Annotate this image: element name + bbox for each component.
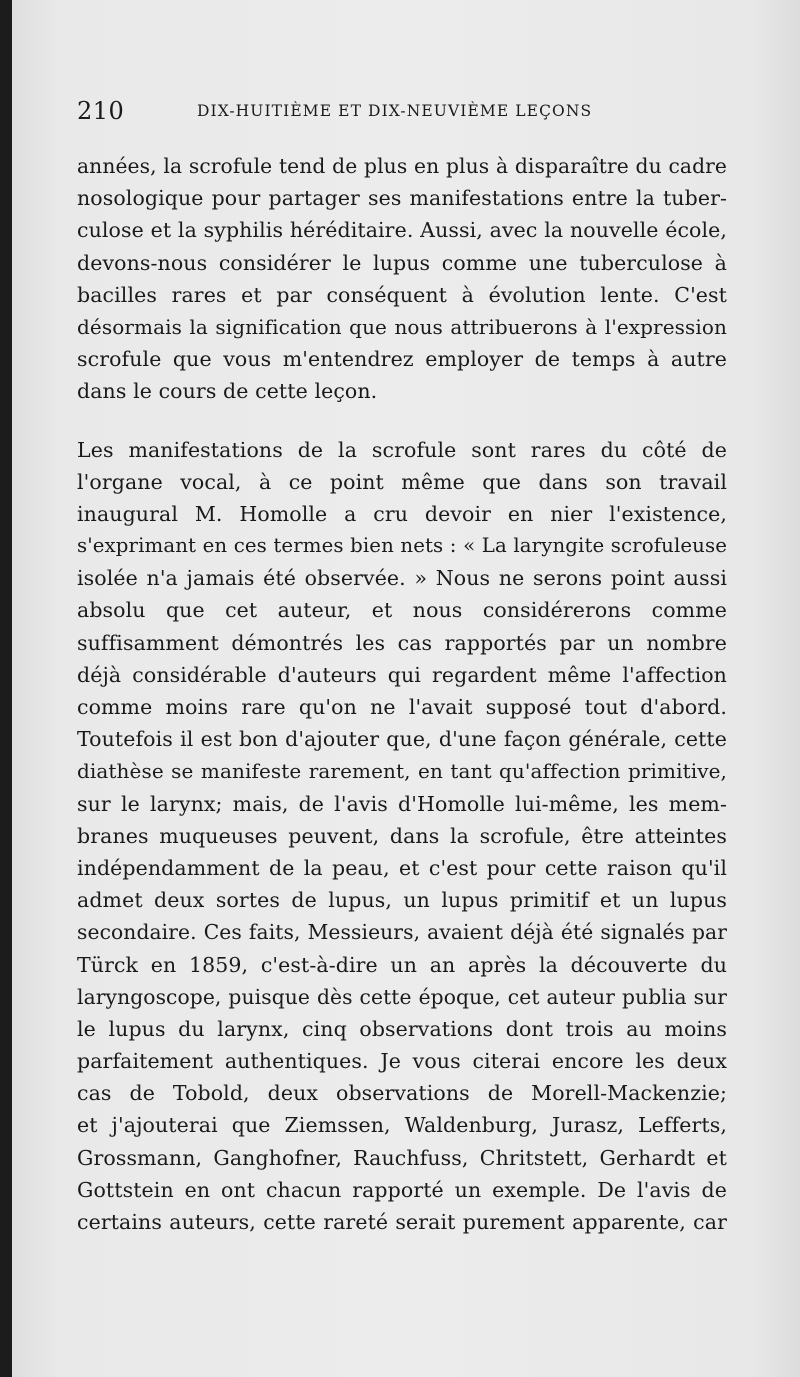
text-line: branes muqueuses peuvent, dans la scrofule, être atteintes <box>77 823 727 848</box>
text-line: et j'ajouterai que Ziemssen, Waldenburg, Jurasz, Lefferts, <box>77 1113 727 1138</box>
text-line: nosologique pour partager ses manifestations entre la tuber- <box>77 186 727 211</box>
text-line: sur le larynx; mais, de l'avis d'Homolle lui-même, les mem- <box>77 791 727 816</box>
text-line: Toutefois il est bon d'ajouter que, d'une façon générale, cette <box>77 727 727 752</box>
text-line: scrofule que vous m'entendrez employer de temps à autre <box>77 347 727 372</box>
text-line: comme moins rare qu'on ne l'avait supposé tout d'abord. <box>77 695 727 719</box>
text-line: l'organe vocal, à ce point même que dans son travail <box>77 469 727 494</box>
text-line: laryngoscope, puisque dès cette époque, cet auteur publia sur <box>77 984 727 1009</box>
text-line: isolée n'a jamais été observée. » Nous ne serons point aussi <box>77 566 727 591</box>
paragraph-2 <box>77 434 727 1239</box>
text-line: secondaire. Ces faits, Messieurs, avaient déjà été signalés par <box>77 920 727 945</box>
page-header <box>77 95 727 131</box>
text-line: indépendamment de la peau, et c'est pour cette raison qu'il <box>77 855 727 880</box>
paragraph-1 <box>77 150 727 408</box>
text-line: dans le cours de cette leçon. <box>77 379 378 404</box>
text-line: bacilles rares et par conséquent à évolution lente. C'est <box>77 282 727 307</box>
book-page <box>12 0 800 1377</box>
text-line: cas de Tobold, deux observations de Morell-Mackenzie; <box>77 1081 727 1106</box>
text-line: Les manifestations de la scrofule sont rares du côté de <box>77 437 727 462</box>
text-line: inaugural M. Homolle a cru devoir en nier l'existence, <box>77 501 727 526</box>
text-line: Türck en 1859, c'est-à-dire un an après la découverte du <box>77 952 727 977</box>
text-line: déjà considérable d'auteurs qui regardent même l'affection <box>77 662 727 687</box>
text-line: parfaitement authentiques. Je vous citerai encore les deux <box>77 1049 727 1074</box>
text-line: certains auteurs, cette rareté serait purement apparente, car <box>77 1210 727 1234</box>
text-line: culose et la syphilis héréditaire. Aussi, avec la nouvelle école, <box>77 218 727 243</box>
text-line: années, la scrofule tend de plus en plus à disparaître du cadre <box>77 154 727 178</box>
running-title: DIX-HUITIÈME ET DIX-NEUVIÈME LEÇONS <box>197 102 593 120</box>
text-line: devons-nous considérer le lupus comme une tuberculose à <box>77 250 727 275</box>
text-line: s'exprimant en ces termes bien nets : « La laryngite scrofuleuse <box>77 534 727 558</box>
text-line: Gottstein en ont chacun rapporté un exemple. De l'avis de <box>77 1177 727 1202</box>
text-line: suffisamment démontrés les cas rapportés par un nombre <box>77 630 727 655</box>
text-line: diathèse se manifeste rarement, en tant qu'affection primitive, <box>77 759 727 784</box>
text-line: absolu que cet auteur, et nous considérerons comme <box>77 598 727 623</box>
text-line: Grossmann, Ganghofner, Rauchfuss, Chritstett, Gerhardt et <box>77 1145 727 1170</box>
page-number: 210 <box>77 97 125 125</box>
text-line: désormais la signification que nous attribuerons à l'expression <box>77 314 727 339</box>
text-line: le lupus du larynx, cinq observations dont trois au moins <box>77 1016 727 1041</box>
text-line: admet deux sortes de lupus, un lupus primitif et un lupus <box>77 888 727 913</box>
body-text <box>77 150 727 1238</box>
